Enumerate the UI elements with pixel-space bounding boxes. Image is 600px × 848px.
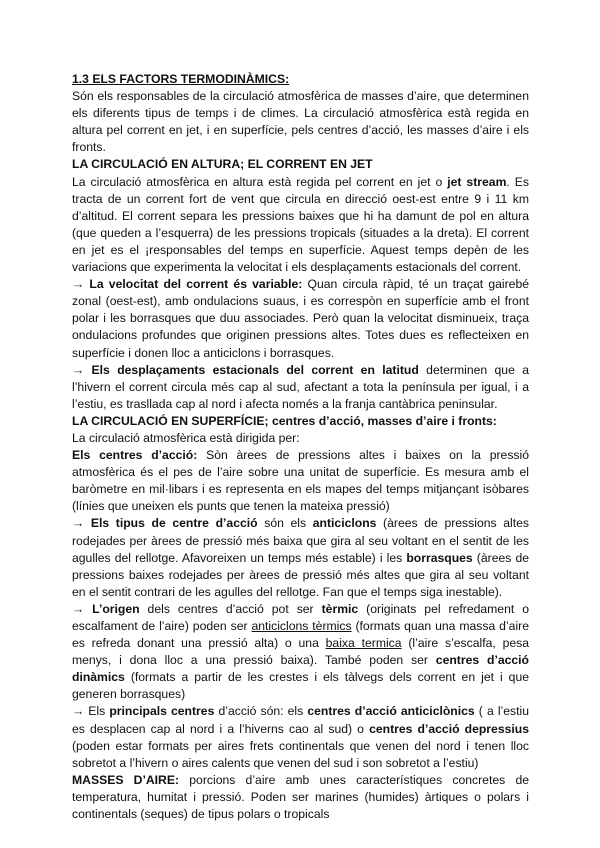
arrow-icon: →	[72, 601, 85, 616]
bold-term: centres d’acció depressius	[369, 721, 529, 736]
bold-term: jet stream	[447, 174, 507, 189]
text-run: La circulació atmosfèrica en altura està regida pel corrent en jet o	[72, 174, 448, 189]
intro-paragraph: Són els responsables de la circulació atmosfèrica de masses d’aire, que determinen els diferents tipus de temps i de climes. La circulació atmosfèrica està regida en altura pel corrent en jet, i en superfície, pels centres d’acció, les masses d’aire i els fronts.	[72, 89, 529, 155]
bold-term: anticiclons	[312, 516, 377, 531]
text-run: porcions d’aire amb unes característiques concretes de temperatura, humitat i pressió. Poden ser marines (humides) àrtiques o polars i continentals (seques) de tipus polars o tropicals	[72, 772, 529, 822]
arrow-icon: →	[72, 704, 85, 719]
arrow-icon: →	[72, 362, 85, 377]
text-run: són els	[257, 516, 313, 531]
text-run: (formats a partir de les crestes i els tàlvegs dels corrent en jet i que generen borrasques)	[72, 670, 529, 702]
centres-accio-paragraph	[72, 447, 529, 515]
text-run: dels centres d’acció pot ser	[139, 601, 322, 616]
bold-term: Els desplaçaments estacionals del corrent en latitud	[91, 362, 419, 377]
underlined-term: anticiclons tèrmics	[251, 619, 352, 633]
bold-term: tèrmic	[321, 601, 359, 616]
bold-term: MASSES D’AIRE:	[72, 772, 180, 787]
document-title: 1.3 ELS FACTORS TERMODINÀMICS:	[72, 72, 290, 86]
bold-term: L’origen	[92, 601, 140, 616]
superficie-intro: La circulació atmosfèrica està dirigida per:	[72, 430, 300, 445]
arrow-icon: →	[72, 277, 85, 292]
section-heading-superficie: LA CIRCULACIÓ EN SUPERFÍCIE; centres d’acció, masses d’aire i fronts:	[72, 413, 497, 428]
bold-term: principals centres	[109, 704, 215, 719]
bullet-tipus	[72, 515, 529, 600]
arrow-icon: →	[72, 516, 85, 531]
bullet-principals	[72, 703, 529, 771]
jet-stream-paragraph	[72, 174, 529, 277]
text-run: Quan circula ràpid, té un traçat gairebé zonal (oest-est), amb ondulacions suaus, i es correspòn en superfície amb el front polar i les borrasques que duu associades. Però quan la velocitat disminueix, traça ondulacions profundes que originen pressions altes. Totes dues es reflecteixen en superfície i donen lloc a anticiclons i borrasques.	[72, 277, 529, 360]
bullet-desplacaments	[72, 362, 529, 413]
text-run: d’acció són: els	[214, 704, 308, 719]
bold-term: centres d’acció dinàmics	[72, 653, 529, 685]
bullet-origen	[72, 601, 529, 704]
bullet-velocitat	[72, 276, 529, 361]
text-run: determinen que a l’hivern el corrent circula més cap al sud, afectant a tota la península per igual, i a l’estiu, es trasllada cap al nord i afecta només a la franja cantàbrica peninsular.	[72, 362, 529, 411]
bold-term: centres d’acció anticiclònics	[307, 704, 475, 719]
bold-term: Els tipus de centre d’acció	[90, 516, 258, 531]
section-heading-altura: LA CIRCULACIÓ EN ALTURA; EL CORRENT EN JET	[72, 157, 373, 172]
text-run: Sòn àrees de pressions altes i baixes on la pressió atmosfèrica és el pes de l’aire sobre una unitat de superfície. Es mesura amb el baròmetre en mil·libars i es representa en els mapes del temps mitjançant isòbares (línies que uneixen els punts que tenen la mateixa pressió)	[72, 448, 529, 514]
text-run: . Es tracta de un corrent fort de vent que circula en direcció oest-est entre 9 i 11 km d’altitud. El corrent separa les pressions baixes que hi ha damunt de pol en altura (que queden a l’esquerra) de les pressions tropicals (situades a la dreta). El corrent en jet es el ¡responsables del temps en superfície. Aquest temps depèn de les variacions que experimenta la velocitat i els desplaçaments estacionals del corrent.	[72, 174, 529, 275]
masses-aire-paragraph	[72, 772, 529, 823]
text-run: Els	[84, 704, 110, 719]
bold-term: borrasques	[406, 550, 473, 565]
document-page	[72, 71, 529, 823]
text-run: (l’aire s’escalfa, pesa menys, i dona lloc a una pressió baixa). També poden ser	[72, 636, 530, 668]
text-run: (àrees de pressions baixes rodejades per àrees de pressió més altes que gira al seu voltant en el sentit contrari de les agulles del rellotge. Fan que el temps siga inestable).	[72, 550, 529, 599]
text-run: (àrees de pressions altes rodejades per àrees de pressió més baixa que gira al seu voltant en el sentit de les agulles del rellotge. Afavoreixen un temps més estable) i les	[72, 516, 529, 565]
text-run: (formats quan una massa d’aire es refreda donant una pressió alta) o una	[72, 619, 529, 651]
underlined-term: baixa termica	[325, 636, 402, 651]
bold-term: La velocitat del corrent és variable:	[89, 277, 303, 292]
bold-term: Els centres d’acció:	[72, 448, 198, 463]
text-run: (poden estar formats per aires frets continentals que venen del nord i tenen lloc sobretot a l’hivern o aires calents que venen del sud i son sobretot a l’estiu)	[72, 738, 529, 770]
text-run: (originats pel refredament o escalfament de l’aire) poden ser	[72, 601, 530, 633]
text-run: ( a l’estiu es desplacen cap al nord i a l’hiverns cao al sud) o	[72, 704, 529, 736]
